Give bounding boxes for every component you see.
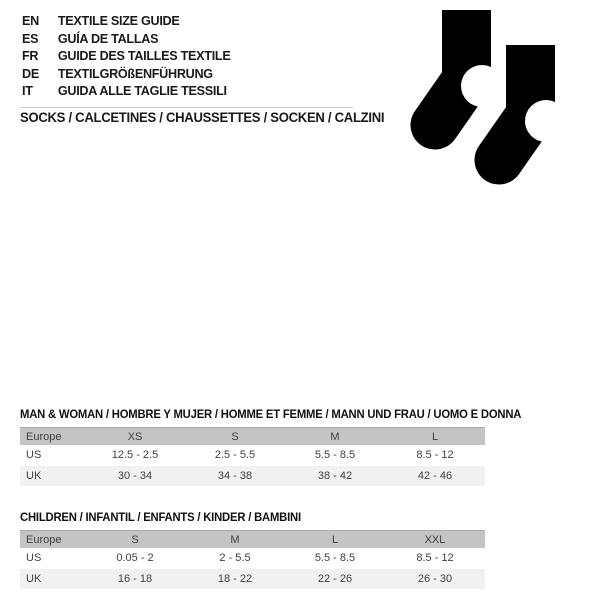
table-region-cell: US [26, 552, 42, 564]
language-label: GUÍA DE TALLAS [57, 30, 159, 46]
table-header-cell: Europe [26, 431, 62, 443]
table-title: MAN & WOMAN / HOMBRE Y MUJER / HOMME ET FEMME / MANN UND FRAU / UOMO E DONNA [20, 409, 522, 421]
language-label: TEXTILE SIZE GUIDE [57, 13, 180, 28]
language-item-es [22, 30, 230, 48]
language-label: GUIDA ALLE TAGLIE TESSILI [57, 83, 227, 99]
table-region-cell: UK [26, 469, 42, 482]
size-table [20, 530, 485, 589]
language-label: TEXTILGRÖßENFÜHRUNG [57, 65, 213, 81]
language-list [22, 12, 237, 100]
table-header-cell: Europe [26, 534, 62, 546]
table-header-cell: M [330, 431, 340, 443]
language-code: DE [22, 65, 39, 81]
table-row-uk [20, 569, 485, 590]
language-label: GUIDE DES TAILLES TEXTILE [57, 48, 231, 64]
table-value-cell: 30 - 34 [117, 469, 153, 482]
table-value-cell: 26 - 30 [417, 572, 453, 585]
table-header-cell: M [230, 534, 240, 546]
language-code: ES [22, 30, 39, 46]
table-value-cell: 8.5 - 12 [416, 449, 454, 461]
table-row-us [20, 548, 485, 569]
table-value-cell: 34 - 38 [217, 469, 253, 482]
divider-line [20, 107, 353, 108]
table-header-row [20, 530, 485, 548]
language-code: IT [22, 83, 33, 99]
size-table [20, 427, 485, 486]
table-value-cell: 8.5 - 12 [416, 552, 454, 564]
language-code: FR [22, 48, 39, 64]
table-header-cell: XXL [424, 534, 446, 546]
table-value-cell: 5.5 - 8.5 [314, 449, 356, 461]
table-value-cell: 5.5 - 8.5 [314, 552, 356, 564]
table-header-cell: S [131, 534, 139, 546]
table-value-cell: 38 - 42 [317, 469, 353, 482]
table-header-cell: L [331, 534, 339, 546]
table-header-cell: S [231, 431, 239, 443]
table-value-cell: 22 - 26 [317, 572, 353, 585]
table-value-cell: 42 - 46 [417, 469, 453, 482]
language-code: EN [22, 13, 39, 28]
table-row-uk [20, 466, 485, 487]
table-value-cell: 18 - 22 [217, 572, 253, 585]
table-row-us [20, 445, 485, 466]
table-region-cell: US [26, 449, 42, 461]
table-region-cell: UK [26, 572, 42, 585]
category-heading: SOCKS / CALCETINES / CHAUSSETTES / SOCKEN / CALZINI [20, 110, 385, 125]
table-title: CHILDREN / INFANTIL / ENFANTS / KINDER / BAMBINI [20, 512, 301, 524]
table-header-cell: XS [127, 431, 143, 443]
table-value-cell: 2 - 5.5 [219, 552, 251, 564]
language-item-it [22, 82, 230, 100]
table-value-cell: 0.05 - 2 [116, 552, 154, 564]
table-header-row [20, 427, 485, 445]
table-value-cell: 2.5 - 5.5 [214, 449, 256, 461]
socks-icon [404, 8, 564, 188]
table-value-cell: 16 - 18 [117, 572, 153, 585]
language-item-de [22, 65, 230, 83]
language-item-en [22, 12, 230, 30]
table-value-cell: 12.5 - 2.5 [111, 449, 159, 461]
table-header-cell: L [431, 431, 439, 443]
language-item-fr [22, 47, 230, 65]
